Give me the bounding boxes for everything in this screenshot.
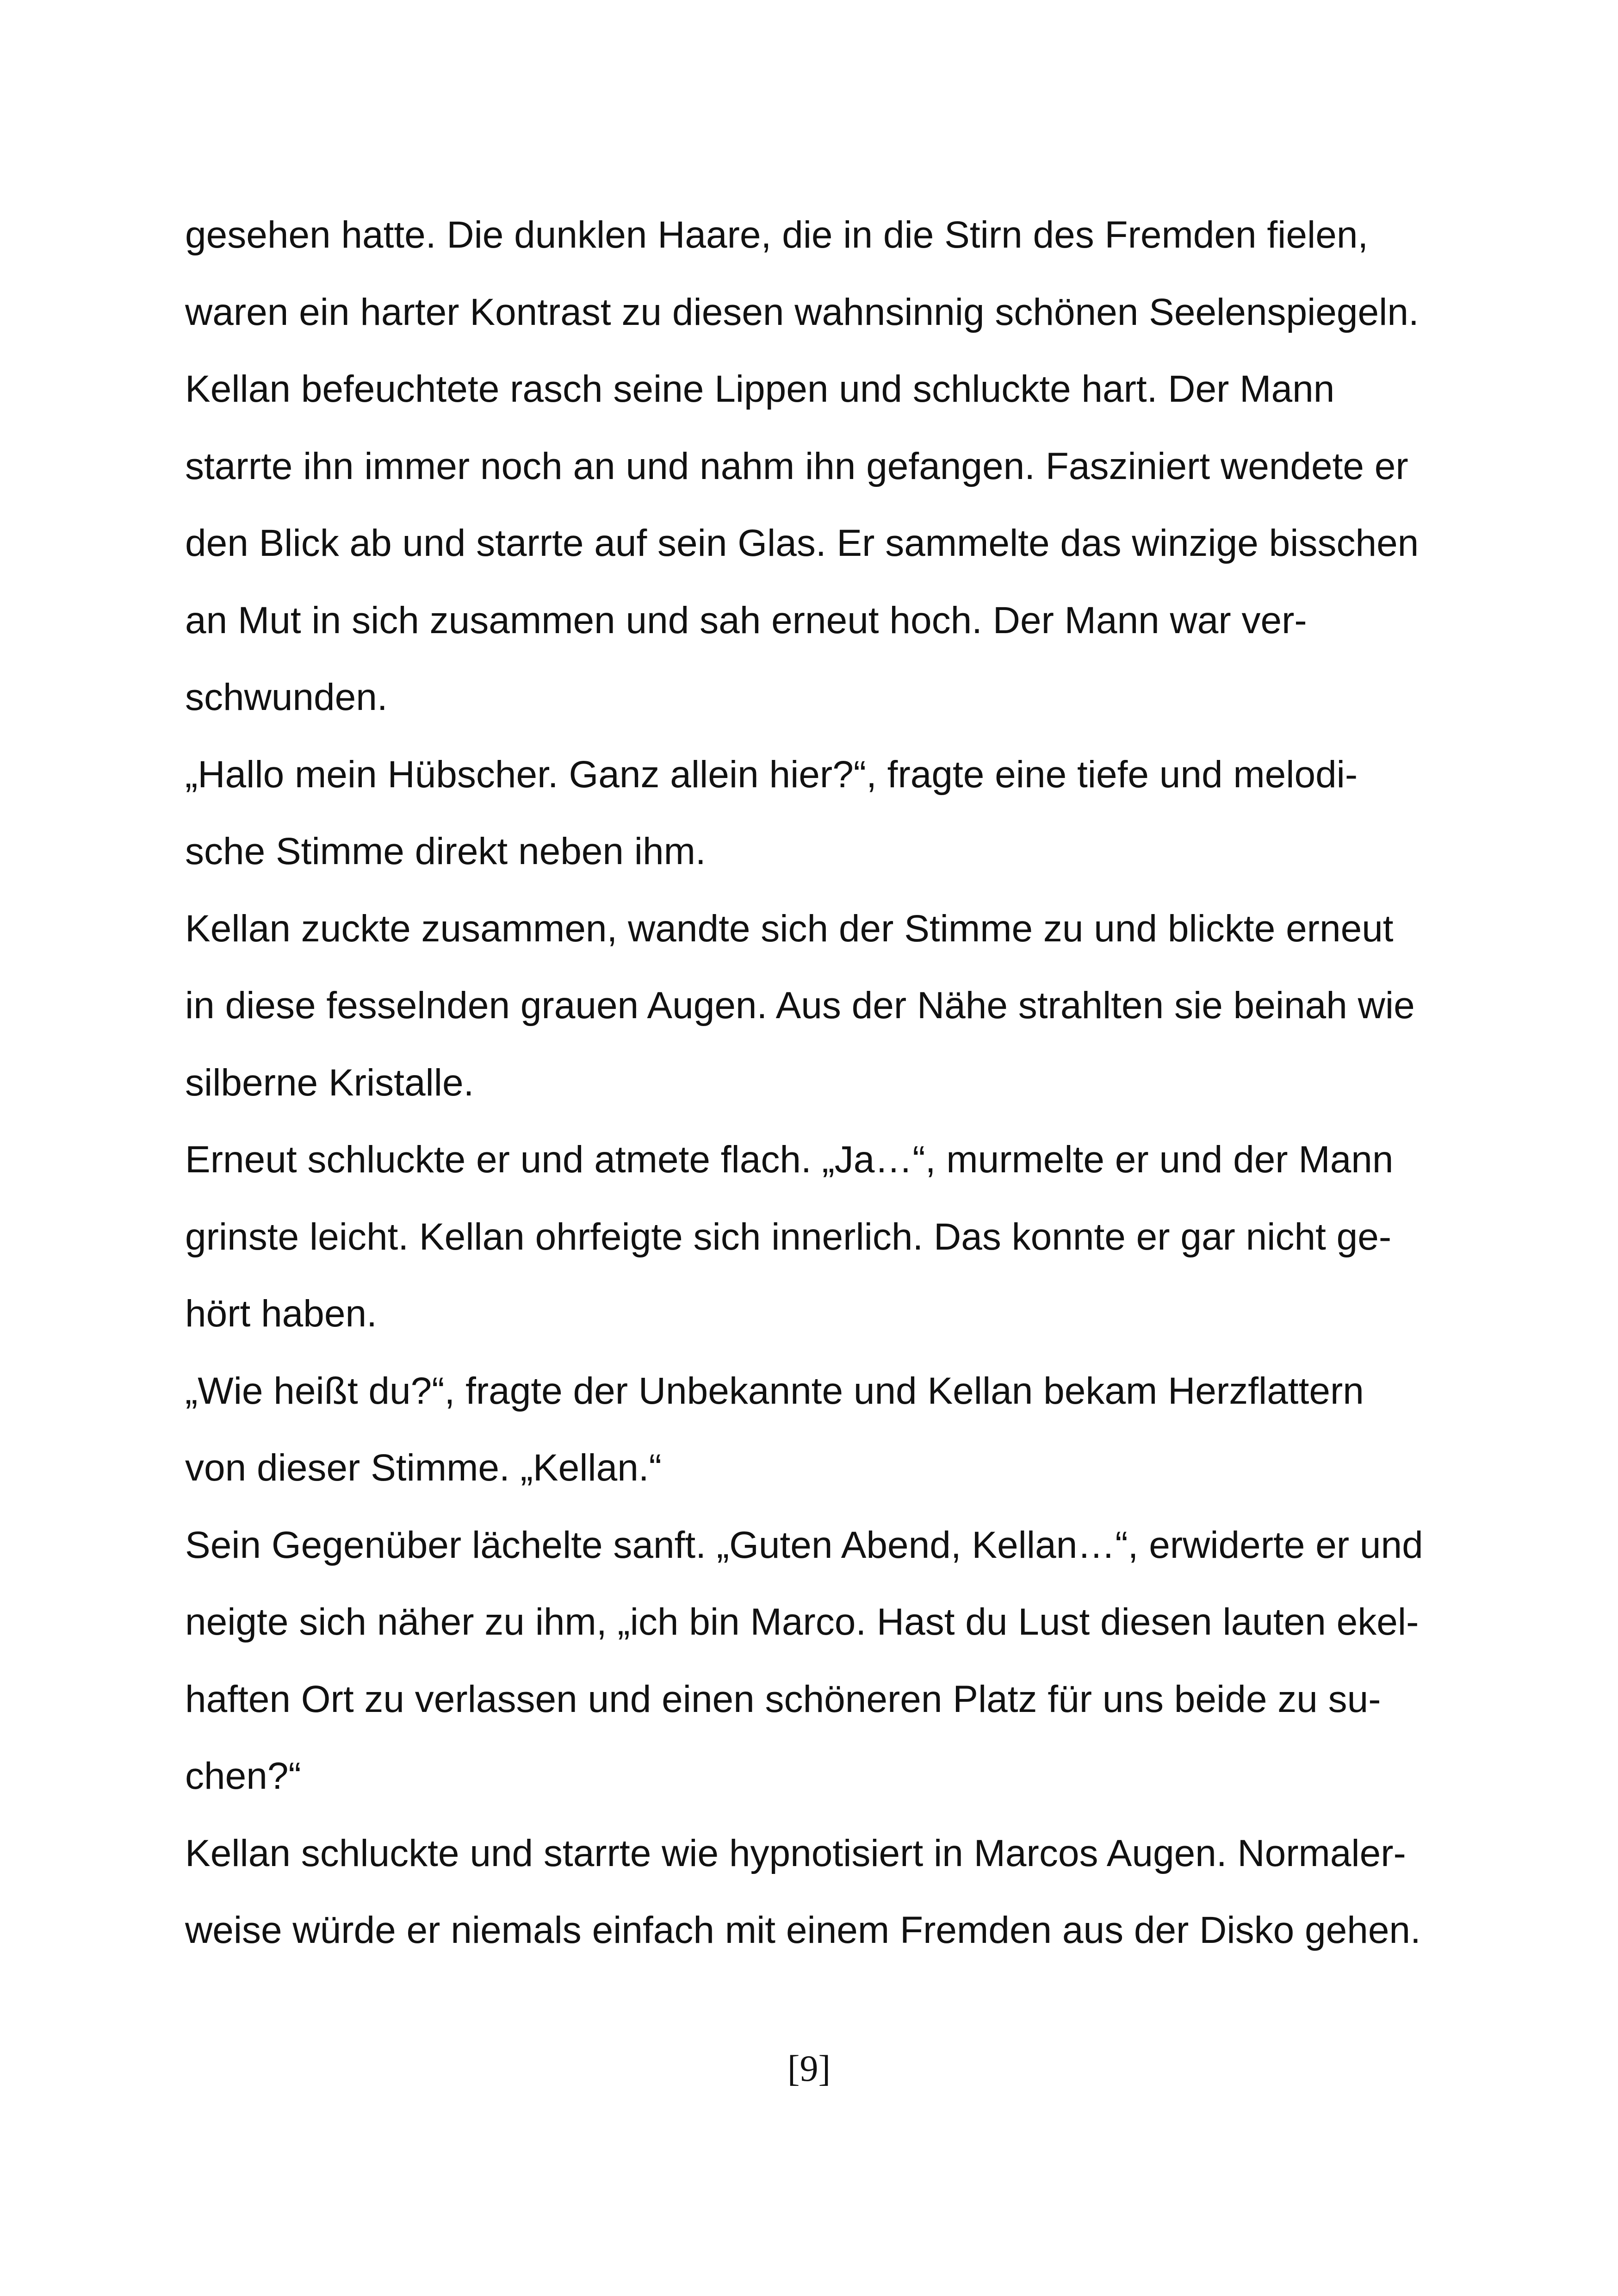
text-line: weise würde er niemals einfach mit einem Fremden aus der Disko gehen. xyxy=(185,1909,1421,1951)
text-line: Erneut schluckte er und atmete flach. „Ja…“, murmelte er und der Mann xyxy=(185,1139,1394,1181)
body-text xyxy=(185,197,1490,1969)
text-line: den Blick ab und starrte auf sein Glas. Er sammelte das winzige bisschen xyxy=(185,522,1419,564)
text-line: haften Ort zu verlassen und einen schöneren Platz für uns beide zu su- xyxy=(185,1678,1381,1720)
text-line: chen?“ xyxy=(185,1755,301,1797)
text-line: silberne Kristalle. xyxy=(185,1061,474,1104)
text-line: neigte sich näher zu ihm, „ich bin Marco. Hast du Lust diesen lauten ekel- xyxy=(185,1601,1419,1643)
text-line: in diese fesselnden grauen Augen. Aus der Nähe strahlten sie beinah wie xyxy=(185,984,1415,1027)
text-line: Kellan befeuchtete rasch seine Lippen und schluckte hart. Der Mann xyxy=(185,368,1335,410)
text-line: grinste leicht. Kellan ohrfeigte sich innerlich. Das konnte er gar nicht ge- xyxy=(185,1215,1392,1258)
page-number: [9] xyxy=(787,2048,831,2089)
text-line: hört haben. xyxy=(185,1293,377,1335)
text-line: von dieser Stimme. „Kellan.“ xyxy=(185,1447,662,1489)
text-line: Kellan zuckte zusammen, wandte sich der Stimme zu und blickte erneut xyxy=(185,907,1394,950)
text-line: „Hallo mein Hübscher. Ganz allein hier?“, fragte eine tiefe und melodi- xyxy=(185,753,1358,796)
text-line: schwunden. xyxy=(185,676,388,718)
text-line: waren ein harter Kontrast zu diesen wahnsinnig schönen Seelenspiegeln. xyxy=(185,291,1419,333)
text-line: gesehen hatte. Die dunklen Haare, die in die Stirn des Fremden fielen, xyxy=(185,214,1369,256)
text-line: Kellan schluckte und starrte wie hypnotisiert in Marcos Augen. Normaler- xyxy=(185,1832,1406,1874)
text-line: Sein Gegenüber lächelte sanft. „Guten Abend, Kellan…“, erwiderte er und xyxy=(185,1524,1423,1566)
text-line: an Mut in sich zusammen und sah erneut hoch. Der Mann war ver- xyxy=(185,599,1307,641)
text-line: starrte ihn immer noch an und nahm ihn gefangen. Fasziniert wendete er xyxy=(185,445,1408,487)
text-line: sche Stimme direkt neben ihm. xyxy=(185,830,706,872)
text-line: „Wie heißt du?“, fragte der Unbekannte und Kellan bekam Herzflattern xyxy=(185,1369,1364,1412)
